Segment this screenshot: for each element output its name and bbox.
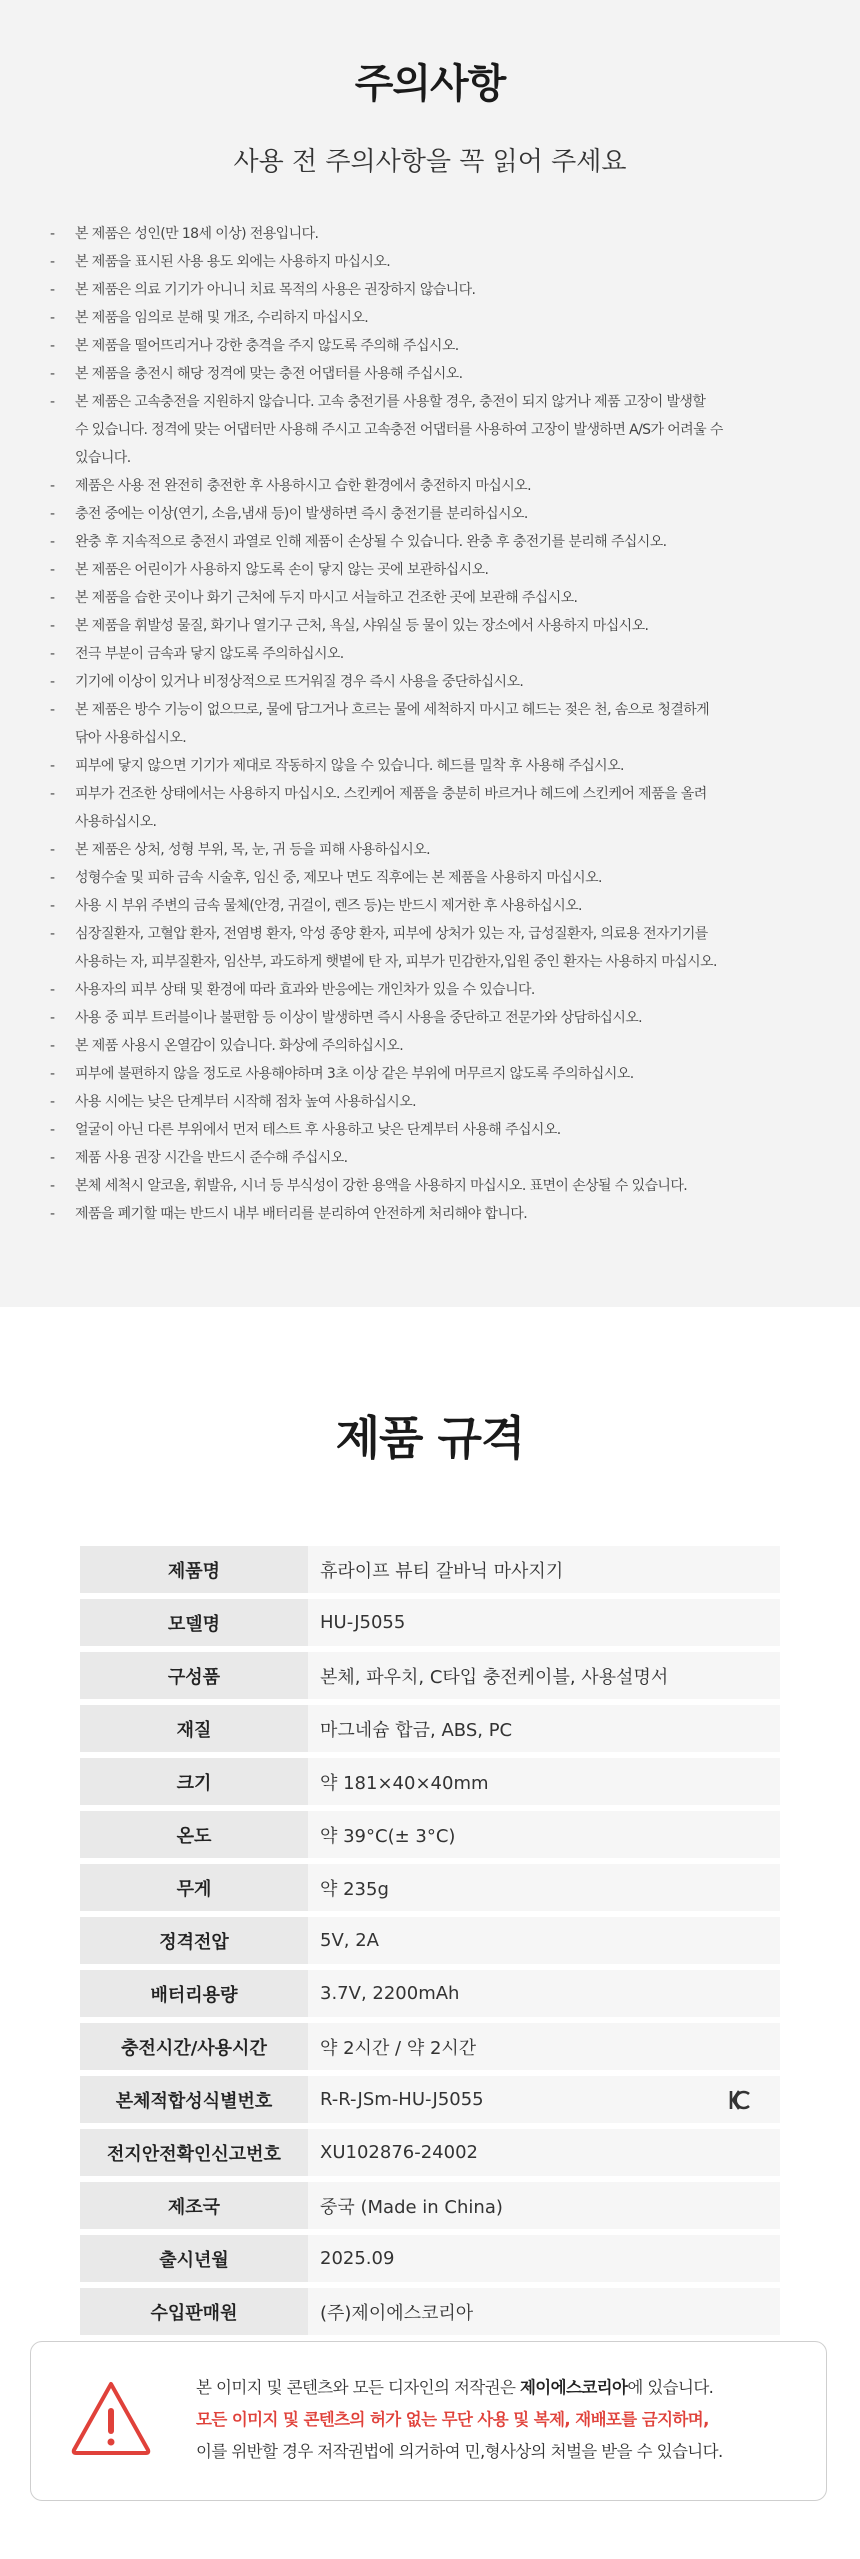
spec-value-cell [308, 1864, 780, 1911]
caution-item [50, 752, 820, 780]
spec-label: 충전시간/사용시간 [80, 2023, 308, 2070]
caution-item [50, 220, 820, 248]
caution-item [50, 1144, 820, 1172]
bullet-dash: - [50, 646, 55, 662]
caution-item [50, 920, 820, 948]
caution-text: 완충 후 지속적으로 충전시 과열로 인해 제품이 손상될 수 있습니다. 완충 후 충전기를 분리해 주십시오. [75, 534, 667, 550]
caution-item [50, 304, 820, 332]
spec-label: 모델명 [80, 1599, 308, 1646]
bullet-dash: - [50, 1094, 55, 1110]
spec-value-cell [308, 1917, 780, 1964]
spec-label: 구성품 [80, 1652, 308, 1699]
caution-text: 본 제품 사용시 온열감이 있습니다. 화상에 주의하십시오. [75, 1038, 404, 1054]
bullet-dash: - [50, 310, 55, 326]
bullet-dash: - [50, 366, 55, 382]
kc-certification-icon [728, 2088, 752, 2112]
caution-item [50, 556, 820, 584]
caution-item [50, 1088, 820, 1116]
spec-table [80, 1540, 780, 2341]
caution-text: 본 제품은 고속충전을 지원하지 않습니다. 고속 충전기를 사용할 경우, 충전이 되지 않거나 제품 고장이 발생할 [75, 394, 706, 410]
spec-label: 출시년월 [80, 2235, 308, 2282]
spec-value-cell [308, 1546, 780, 1593]
caution-list [0, 220, 860, 1228]
bullet-dash: - [50, 1038, 55, 1054]
bullet-dash: - [50, 394, 55, 410]
spec-value-cell [308, 1599, 780, 1646]
caution-item [50, 1004, 820, 1032]
copyright-line-1-prefix: 본 이미지 및 콘텐츠와 모든 디자인의 저작권은 [196, 2378, 520, 2397]
spec-value: 약 2시간 / 약 2시간 [320, 2037, 477, 2059]
caution-text: 본 제품은 의료 기기가 아니니 치료 목적의 사용은 권장하지 않습니다. [75, 282, 476, 298]
caution-item [50, 836, 820, 864]
caution-text: 닦아 사용하십시오. [75, 730, 187, 746]
caution-item [50, 668, 820, 696]
spec-value-cell [308, 1811, 780, 1858]
bullet-dash: - [50, 842, 55, 858]
caution-item [55, 416, 820, 444]
copyright-line-1-suffix: 에 있습니다. [627, 2378, 714, 2397]
caution-text: 사용하는 자, 피부질환자, 임산부, 과도하게 햇볕에 탄 자, 피부가 민감한자,입원 중인 환자는 사용하지 마십시오. [75, 954, 717, 970]
spec-value-cell [308, 1652, 780, 1699]
spec-value: R-R-JSm-HU-J5055 [320, 2089, 484, 2110]
spec-label: 크기 [80, 1758, 308, 1805]
caution-text: 사용 중 피부 트러블이나 불편함 등 이상이 발생하면 즉시 사용을 중단하고 전문가와 상담하십시오. [75, 1010, 643, 1026]
caution-text: 본 제품을 휘발성 물질, 화기나 열기구 근처, 욕실, 샤워실 등 물이 있는 장소에서 사용하지 마십시오. [75, 618, 649, 634]
bullet-dash: - [50, 506, 55, 522]
bullet-dash: - [50, 786, 55, 802]
spec-row [80, 1970, 780, 2017]
spec-label: 재질 [80, 1705, 308, 1752]
caution-text: 본 제품을 표시된 사용 용도 외에는 사용하지 마십시오. [75, 254, 391, 270]
spec-value-cell [308, 2288, 780, 2335]
bullet-dash: - [50, 898, 55, 914]
bullet-dash: - [50, 226, 55, 242]
spec-value: HU-J5055 [320, 1612, 406, 1633]
caution-text: 본 제품을 충전시 해당 정격에 맞는 충전 어댑터를 사용해 주십시오. [75, 366, 463, 382]
caution-text: 본 제품은 방수 기능이 없으므로, 물에 담그거나 흐르는 물에 세척하지 마시고 헤드는 젖은 천, 솜으로 청결하게 [75, 702, 710, 718]
spec-value: 3.7V, 2200mAh [320, 1983, 460, 2004]
spec-value: 마그네슘 합금, ABS, PC [320, 1719, 513, 1741]
bullet-dash: - [50, 338, 55, 354]
caution-text: 본 제품을 습한 곳이나 화기 근처에 두지 마시고 서늘하고 건조한 곳에 보관해 주십시오. [75, 590, 578, 606]
caution-text: 제품은 사용 전 완전히 충전한 후 사용하시고 습한 환경에서 충전하지 마십시오. [75, 478, 531, 494]
spec-value: (주)제이에스코리아 [320, 2302, 474, 2324]
specs-section [0, 1307, 860, 2341]
spec-row [80, 1599, 780, 1646]
caution-text: 본 제품은 어린이가 사용하지 않도록 손이 닿지 않는 곳에 보관하십시오. [75, 562, 489, 578]
spec-row [80, 1546, 780, 1593]
bullet-dash: - [50, 1178, 55, 1194]
spec-row [80, 1864, 780, 1911]
copyright-notice [30, 2341, 827, 2501]
caution-text: 성형수술 및 피하 금속 시술후, 임신 중, 제모나 면도 직후에는 본 제품을 사용하지 마십시오. [75, 870, 602, 886]
caution-item [50, 388, 820, 416]
caution-item [50, 584, 820, 612]
copyright-line-1 [196, 2372, 723, 2404]
spec-row [80, 2235, 780, 2282]
caution-item [50, 696, 820, 724]
bullet-dash: - [50, 1206, 55, 1222]
caution-item [50, 976, 820, 1004]
caution-item [50, 332, 820, 360]
spec-label: 본체적합성식별번호 [80, 2076, 308, 2123]
bullet-dash: - [50, 1150, 55, 1166]
spec-value-cell [308, 1705, 780, 1752]
caution-text: 수 있습니다. 정격에 맞는 어댑터만 사용해 주시고 고속충전 어댑터를 사용하여 고장이 발생하면 A/S가 어려울 수 [75, 422, 723, 438]
caution-text: 본 제품을 떨어뜨리거나 강한 충격을 주지 않도록 주의해 주십시오. [75, 338, 459, 354]
copyright-line-3: 이를 위반할 경우 저작권법에 의거하여 민,형사상의 처벌을 받을 수 있습니다. [196, 2442, 723, 2461]
caution-text: 심장질환자, 고혈압 환자, 전염병 환자, 악성 종양 환자, 피부에 상처가 있는 자, 급성질환자, 의료용 전자기기를 [75, 926, 708, 942]
bullet-dash: - [50, 870, 55, 886]
caution-text: 사용 시 부위 주변의 금속 물체(안경, 귀걸이, 렌즈 등)는 반드시 제거한 후 사용하십시오. [75, 898, 582, 914]
bullet-dash: - [50, 982, 55, 998]
spec-value: 약 39°C(± 3°C) [320, 1825, 456, 1847]
bullet-dash: - [50, 926, 55, 942]
spec-row [80, 1811, 780, 1858]
caution-text: 제품 사용 권장 시간을 반드시 준수해 주십시오. [75, 1150, 348, 1166]
caution-item [50, 360, 820, 388]
caution-item [50, 1116, 820, 1144]
caution-text: 사용 시에는 낮은 단계부터 시작해 점차 높여 사용하십시오. [75, 1094, 416, 1110]
spec-row [80, 1917, 780, 1964]
spec-label: 제품명 [80, 1546, 308, 1593]
caution-text: 사용자의 피부 상태 및 환경에 따라 효과와 반응에는 개인차가 있을 수 있습니다. [75, 982, 535, 998]
caution-item [55, 724, 820, 752]
bullet-dash: - [50, 590, 55, 606]
caution-item [50, 864, 820, 892]
caution-text: 전극 부분이 금속과 닿지 않도록 주의하십시오. [75, 646, 344, 662]
spec-value: XU102876-24002 [320, 2142, 478, 2163]
spec-row [80, 1758, 780, 1805]
bullet-dash: - [50, 534, 55, 550]
bullet-dash: - [50, 674, 55, 690]
warning-triangle-icon [69, 2378, 153, 2458]
caution-item [50, 780, 820, 808]
spec-value-cell [308, 2235, 780, 2282]
spec-value-cell [308, 1758, 780, 1805]
bullet-dash: - [50, 562, 55, 578]
spec-value: 본체, 파우치, C타입 충전케이블, 사용설명서 [320, 1666, 669, 1688]
bullet-dash: - [50, 1066, 55, 1082]
bullet-dash: - [50, 1122, 55, 1138]
caution-item [50, 472, 820, 500]
spec-label: 정격전압 [80, 1917, 308, 1964]
caution-text: 사용하십시오. [75, 814, 157, 830]
caution-item [50, 1200, 820, 1228]
spec-value: 약 235g [320, 1878, 389, 1900]
caution-item [50, 892, 820, 920]
caution-item [50, 1032, 820, 1060]
caution-text: 피부에 닿지 않으면 기기가 제대로 작동하지 않을 수 있습니다. 헤드를 밀착 후 사용해 주십시오. [75, 758, 624, 774]
caution-item [50, 528, 820, 556]
spec-value-cell [308, 2182, 780, 2229]
spec-row [80, 2288, 780, 2335]
spec-value-cell [308, 1970, 780, 2017]
bullet-dash: - [50, 702, 55, 718]
caution-item [50, 248, 820, 276]
bullet-dash: - [50, 758, 55, 774]
caution-text: 피부에 불편하지 않을 정도로 사용해야하며 3초 이상 같은 부위에 머무르지 않도록 주의하십시오. [75, 1066, 634, 1082]
caution-item [55, 948, 820, 976]
spec-label: 무게 [80, 1864, 308, 1911]
bullet-dash: - [50, 478, 55, 494]
spec-row [80, 2129, 780, 2176]
specs-title: 제품 규격 [335, 1411, 525, 1465]
copyright-line-2: 모든 이미지 및 콘텐츠의 허가 없는 무단 사용 및 복제, 재배포를 금지하며, [196, 2410, 709, 2429]
caution-item [55, 444, 820, 472]
caution-text: 제품을 폐기할 때는 반드시 내부 배터리를 분리하여 안전하게 처리해야 합니다. [75, 1206, 528, 1222]
caution-item [55, 808, 820, 836]
spec-label: 제조국 [80, 2182, 308, 2229]
caution-item [50, 1172, 820, 1200]
caution-text: 있습니다. [75, 450, 131, 466]
bullet-dash: - [50, 282, 55, 298]
caution-item [50, 640, 820, 668]
caution-text: 얼굴이 아닌 다른 부위에서 먼저 테스트 후 사용하고 낮은 단계부터 사용해 주십시오. [75, 1122, 561, 1138]
bullet-dash: - [50, 618, 55, 634]
spec-row [80, 2076, 780, 2123]
spec-row [80, 1652, 780, 1699]
spec-value: 5V, 2A [320, 1930, 379, 1951]
caution-item [50, 500, 820, 528]
caution-item [50, 1060, 820, 1088]
spec-label: 수입판매원 [80, 2288, 308, 2335]
caution-text: 본 제품은 성인(만 18세 이상) 전용입니다. [75, 226, 319, 242]
bullet-dash: - [50, 1010, 55, 1026]
spec-value: 약 181×40×40mm [320, 1772, 489, 1794]
cautions-subtitle: 사용 전 주의사항을 꼭 읽어 주세요 [233, 147, 627, 177]
caution-text: 기기에 이상이 있거나 비정상적으로 뜨거워질 경우 즉시 사용을 중단하십시오. [75, 674, 524, 690]
spec-value-cell [308, 2129, 780, 2176]
spec-label: 배터리용량 [80, 1970, 308, 2017]
spec-value: 휴라이프 뷰티 갈바닉 마사지기 [320, 1560, 564, 1582]
caution-text: 충전 중에는 이상(연기, 소음,냄새 등)이 발생하면 즉시 충전기를 분리하십시오. [75, 506, 528, 522]
spec-row [80, 1705, 780, 1752]
spec-label: 전지안전확인신고번호 [80, 2129, 308, 2176]
caution-text: 본 제품은 상처, 성형 부위, 목, 눈, 귀 등을 피해 사용하십시오. [75, 842, 431, 858]
copyright-company: 제이에스코리아 [519, 2378, 628, 2397]
caution-item [50, 276, 820, 304]
spec-value-cell [308, 2076, 780, 2123]
spec-row [80, 2182, 780, 2229]
spec-value-cell [308, 2023, 780, 2070]
cautions-title: 주의사항 [354, 61, 506, 107]
spec-label: 온도 [80, 1811, 308, 1858]
bullet-dash: - [50, 254, 55, 270]
caution-item [50, 612, 820, 640]
spec-value: 중국 (Made in China) [320, 2196, 503, 2218]
caution-text: 본체 세척시 알코올, 휘발유, 시너 등 부식성이 강한 용액을 사용하지 마십시오. 표면이 손상될 수 있습니다. [75, 1178, 688, 1194]
spec-row [80, 2023, 780, 2070]
caution-text: 피부가 건조한 상태에서는 사용하지 마십시오. 스킨케어 제품을 충분히 바르거나 헤드에 스킨케어 제품을 올려 [75, 786, 707, 802]
spec-value: 2025.09 [320, 2248, 395, 2269]
caution-text: 본 제품을 임의로 분해 및 개조, 수리하지 마십시오. [75, 310, 369, 326]
